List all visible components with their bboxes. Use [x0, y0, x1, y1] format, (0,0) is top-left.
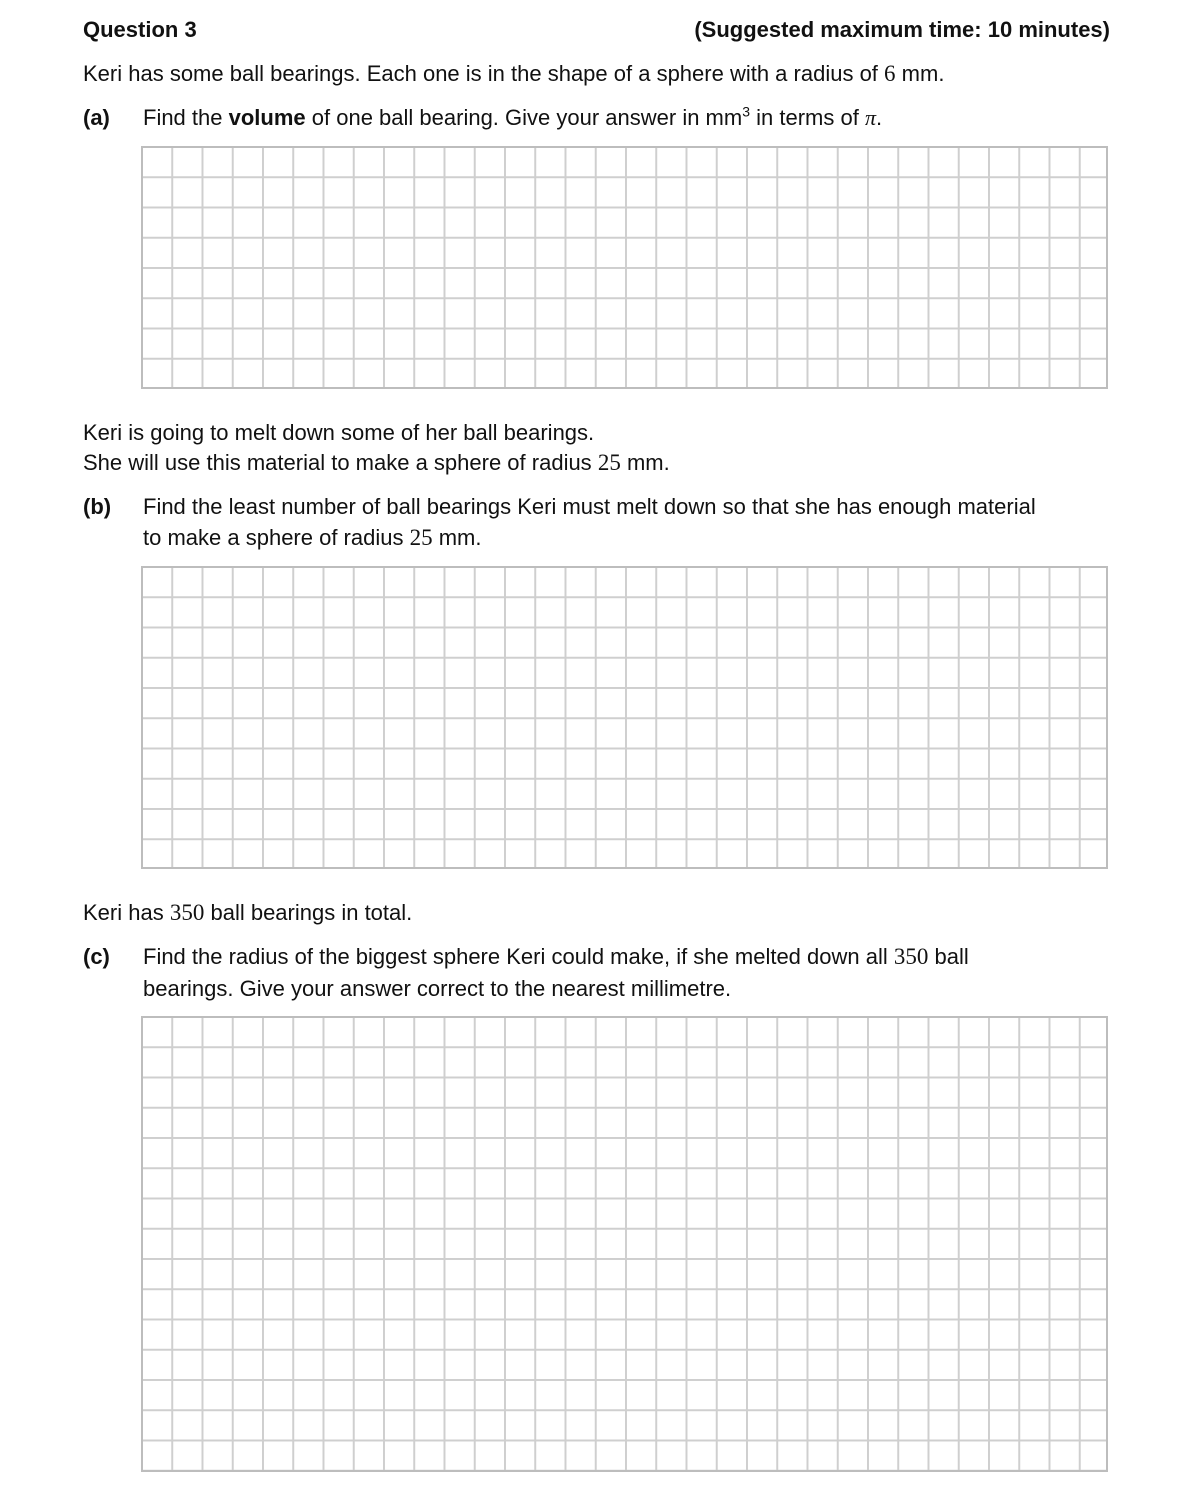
answer-grid-c[interactable] — [141, 1016, 1108, 1472]
part-a-text-1: Find the — [143, 105, 223, 130]
melt-line-1: Keri is going to melt down some of her ball bearings. — [83, 420, 595, 445]
pi-symbol: π — [864, 105, 876, 130]
melt-radius-value: 25 — [597, 450, 621, 475]
part-a-keyword: volume — [228, 105, 306, 130]
part-a-period: . — [876, 105, 883, 130]
total-count-value: 350 — [169, 900, 205, 925]
intro-radius-value: 6 — [884, 61, 896, 86]
part-c-line-2: bearings. Give your answer correct to the nearest millimetre. — [143, 976, 732, 1001]
part-c-text: Find the radius of the biggest sphere Keri could make, if she melted down all — [143, 944, 888, 969]
part-b-radius-value: 25 — [409, 525, 433, 550]
part-c-line-1 — [143, 944, 969, 970]
part-c-count-value: 350 — [893, 944, 929, 969]
part-b-text: to make a sphere of radius — [143, 525, 404, 550]
part-b-unit: mm. — [438, 525, 482, 550]
answer-grid-a[interactable] — [141, 146, 1108, 389]
suggested-time: (Suggested maximum time: 10 minutes) — [694, 17, 1110, 42]
melt-text: She will use this material to make a sphere of radius — [83, 450, 592, 475]
melt-unit: mm. — [626, 450, 670, 475]
part-a-question — [143, 105, 882, 131]
question-title: Question 3 — [83, 17, 197, 42]
part-b-label: (b) — [83, 494, 112, 519]
total-line — [83, 900, 412, 926]
melt-line-2 — [83, 450, 670, 476]
part-a-text-3: in terms of — [756, 105, 859, 130]
part-c-text-end: ball — [934, 944, 969, 969]
intro-unit: mm. — [901, 61, 945, 86]
part-c-label: (c) — [83, 944, 110, 969]
total-text-1: Keri has — [83, 900, 164, 925]
total-text-2: ball bearings in total. — [210, 900, 413, 925]
part-a-exponent: 3 — [742, 103, 751, 120]
part-b-line-2 — [143, 525, 482, 551]
answer-grid-b[interactable] — [141, 566, 1108, 869]
intro-text — [83, 61, 944, 87]
intro-sentence: Keri has some ball bearings. Each one is in the shape of a sphere with a radius of — [83, 61, 878, 86]
part-a-label: (a) — [83, 105, 110, 130]
part-b-line-1: Find the least number of ball bearings Keri must melt down so that she has enough material — [143, 494, 1036, 519]
part-a-text-2: of one ball bearing. Give your answer in mm — [311, 105, 743, 130]
